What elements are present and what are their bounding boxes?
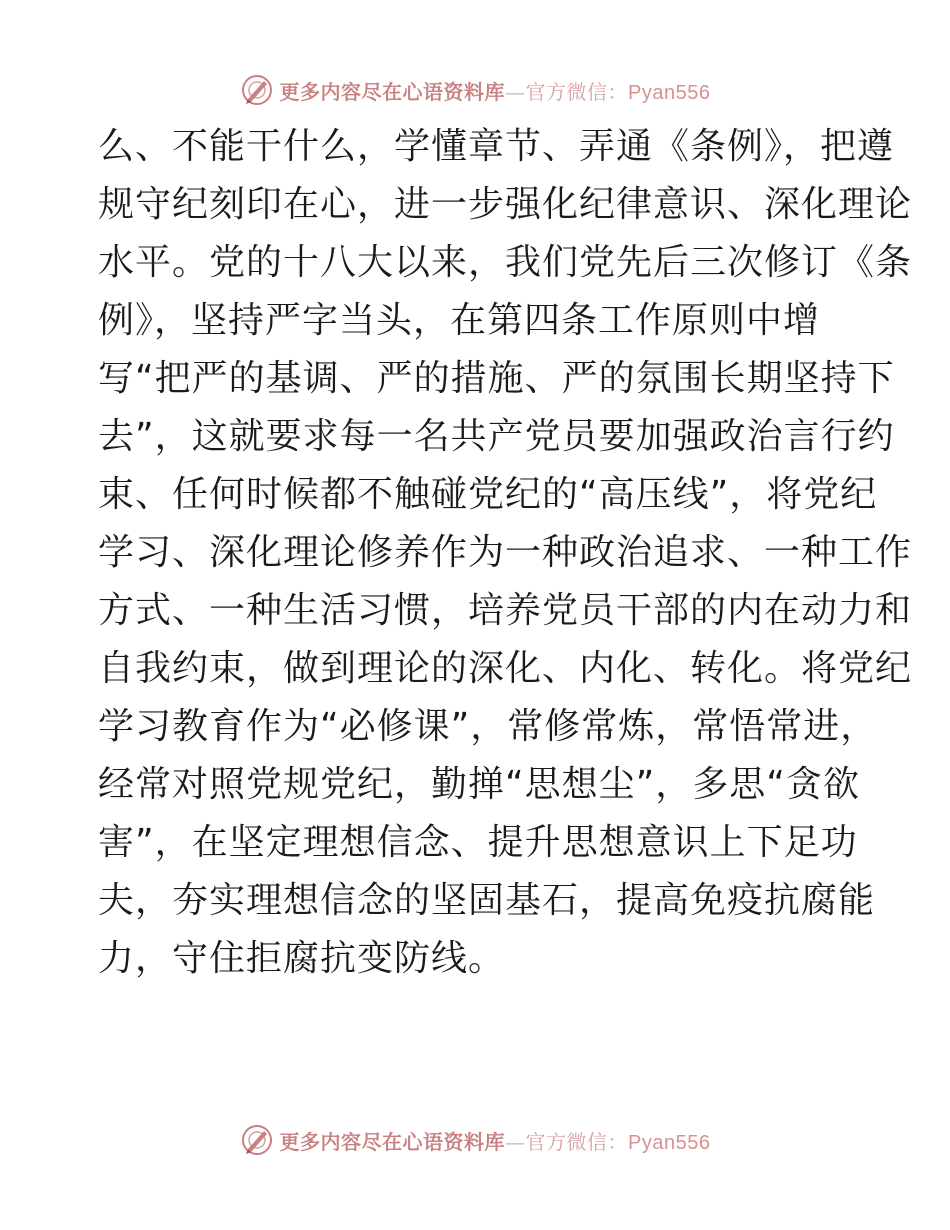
watermark-account: Pyan556 [628, 81, 711, 104]
body-line-13: 害”，在坚定理想信念、提升思想意识上下足功 [98, 822, 858, 863]
body-line-1: 么、不能干什么，学懂章节、弄通《条例》，把遵 [98, 126, 895, 167]
body-line-8: 学习、深化理论修养作为一种政治追求、一种工作 [98, 532, 913, 573]
body-line-3: 水平。党的十八大以来，我们党先后三次修订《条 [98, 242, 913, 283]
watermark-official: 官方微信： [525, 79, 629, 104]
watermark-separator: — [505, 79, 526, 104]
pen-logo-icon [240, 73, 274, 107]
watermark-separator: — [505, 1129, 526, 1154]
body-line-11: 学习教育作为“必修课”，常修常炼，常悟常进， [98, 706, 878, 747]
watermark-official: 官方微信： [525, 1129, 629, 1154]
body-line-15: 力，守住拒腐抗变防线。 [98, 938, 506, 979]
watermark-text [280, 76, 711, 105]
footer-watermark [0, 1120, 950, 1160]
body-line-9: 方式、一种生活习惯，培养党员干部的内在动力和 [98, 590, 913, 631]
body-line-6: 去”，这就要求每一名共产党员要加强政治言行约 [98, 416, 895, 457]
body-line-4: 例》，坚持严字当头，在第四条工作原则中增 [98, 300, 821, 341]
watermark-brand: 更多内容尽在心语资料库 [279, 79, 506, 104]
watermark-brand: 更多内容尽在心语资料库 [279, 1129, 506, 1154]
body-line-5: 写“把严的基调、严的措施、严的氛围长期坚持下 [98, 358, 895, 399]
watermark-account: Pyan556 [628, 1131, 711, 1154]
watermark-text [280, 1126, 711, 1155]
pen-logo-icon [240, 1123, 274, 1157]
body-line-14: 夫，夯实理想信念的坚固基石，提高免疫抗腐能 [98, 880, 876, 921]
document-body [98, 118, 913, 988]
header-watermark [0, 70, 950, 110]
body-line-10: 自我约束，做到理论的深化、内化、转化。将党纪 [98, 648, 913, 689]
body-line-2: 规守纪刻印在心，进一步强化纪律意识、深化理论 [98, 184, 913, 225]
body-line-12: 经常对照党规党纪，勤掸“思想尘”，多思“贪欲 [98, 764, 860, 805]
body-line-7: 束、任何时候都不触碰党纪的“高压线”，将党纪 [98, 474, 878, 515]
